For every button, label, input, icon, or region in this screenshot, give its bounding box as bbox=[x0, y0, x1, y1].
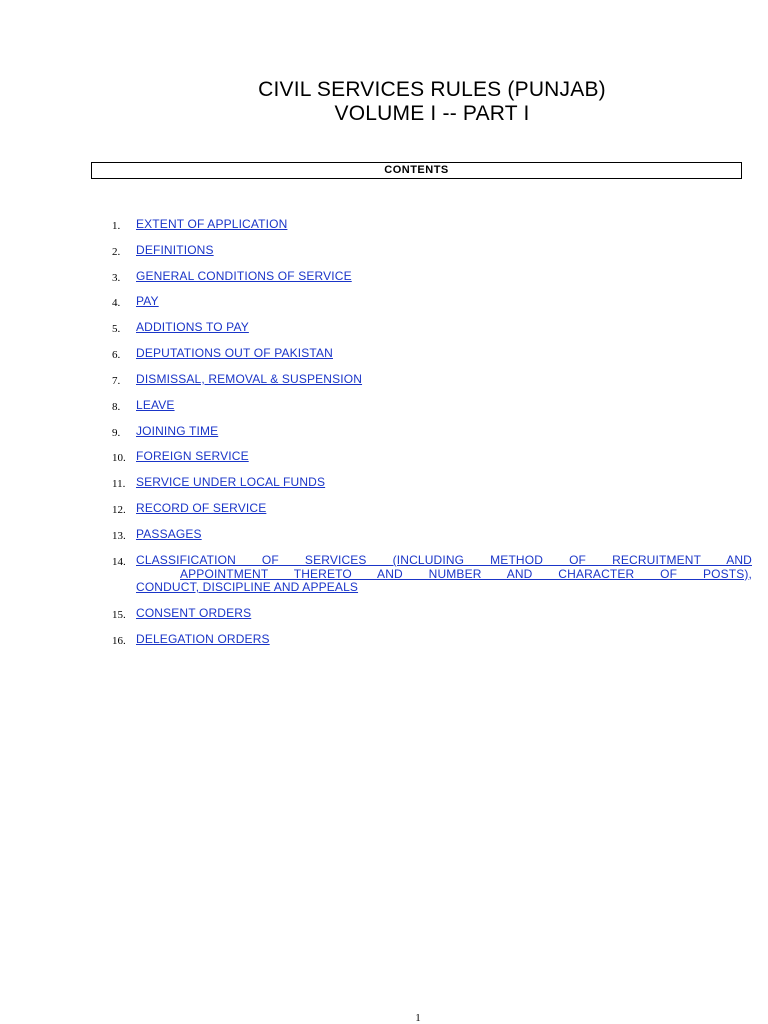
toc-number: 16. bbox=[112, 635, 126, 647]
toc-link-line-3: CONDUCT, DISCIPLINE AND APPEALS bbox=[136, 580, 359, 594]
toc-link-dismissal-removal-suspension[interactable]: DISMISSAL, REMOVAL & SUSPENSION bbox=[136, 372, 363, 386]
toc-link-extent-of-application[interactable]: EXTENT OF APPLICATION bbox=[136, 217, 288, 231]
document-title bbox=[0, 78, 768, 126]
toc-number: 6. bbox=[112, 349, 121, 361]
title-line-1: CIVIL SERVICES RULES (PUNJAB) bbox=[258, 78, 606, 101]
toc-link-classification-of-services[interactable] bbox=[136, 554, 752, 595]
toc-number: 11. bbox=[112, 478, 126, 490]
toc-link-general-conditions-of-service[interactable]: GENERAL CONDITIONS OF SERVICE bbox=[136, 269, 352, 283]
contents-heading-box bbox=[91, 162, 742, 179]
toc-number: 2. bbox=[112, 246, 121, 258]
toc-number: 7. bbox=[112, 375, 121, 387]
toc-number: 9. bbox=[112, 427, 121, 439]
toc-number: 12. bbox=[112, 504, 126, 516]
toc-link-passages[interactable]: PASSAGES bbox=[136, 527, 202, 541]
page-number: 1 bbox=[415, 1012, 421, 1024]
contents-heading: CONTENTS bbox=[384, 164, 449, 176]
toc-link-record-of-service[interactable]: RECORD OF SERVICE bbox=[136, 501, 267, 515]
toc-link-pay[interactable]: PAY bbox=[136, 294, 159, 308]
toc-link-foreign-service[interactable]: FOREIGN SERVICE bbox=[136, 449, 249, 463]
toc-number: 4. bbox=[112, 297, 121, 309]
toc-link-service-under-local-funds[interactable]: SERVICE UNDER LOCAL FUNDS bbox=[136, 475, 326, 489]
toc-link-definitions[interactable]: DEFINITIONS bbox=[136, 243, 214, 257]
toc-number: 10. bbox=[112, 452, 126, 464]
toc-number: 14. bbox=[112, 556, 126, 568]
toc-number: 3. bbox=[112, 272, 121, 284]
toc-number: 5. bbox=[112, 323, 121, 335]
toc-link-consent-orders[interactable]: CONSENT ORDERS bbox=[136, 606, 252, 620]
toc-link-leave[interactable]: LEAVE bbox=[136, 398, 175, 412]
toc-number: 8. bbox=[112, 401, 121, 413]
toc-number: 1. bbox=[112, 220, 121, 232]
toc-link-deputations-out-of-pakistan[interactable]: DEPUTATIONS OUT OF PAKISTAN bbox=[136, 346, 333, 360]
toc-link-additions-to-pay[interactable]: ADDITIONS TO PAY bbox=[136, 320, 249, 334]
toc-number: 15. bbox=[112, 609, 126, 621]
toc-link-joining-time[interactable]: JOINING TIME bbox=[136, 424, 219, 438]
toc-link-line-1: CLASSIFICATION OF SERVICES (INCLUDING METHOD OF RECRUITMENT AND bbox=[136, 553, 752, 567]
title-line-2: VOLUME I -- PART I bbox=[334, 102, 530, 125]
toc-link-line-2: APPOINTMENT THERETO AND NUMBER AND CHARACTER OF POSTS), bbox=[180, 566, 752, 581]
toc-link-delegation-orders[interactable]: DELEGATION ORDERS bbox=[136, 632, 270, 646]
toc-number: 13. bbox=[112, 530, 126, 542]
